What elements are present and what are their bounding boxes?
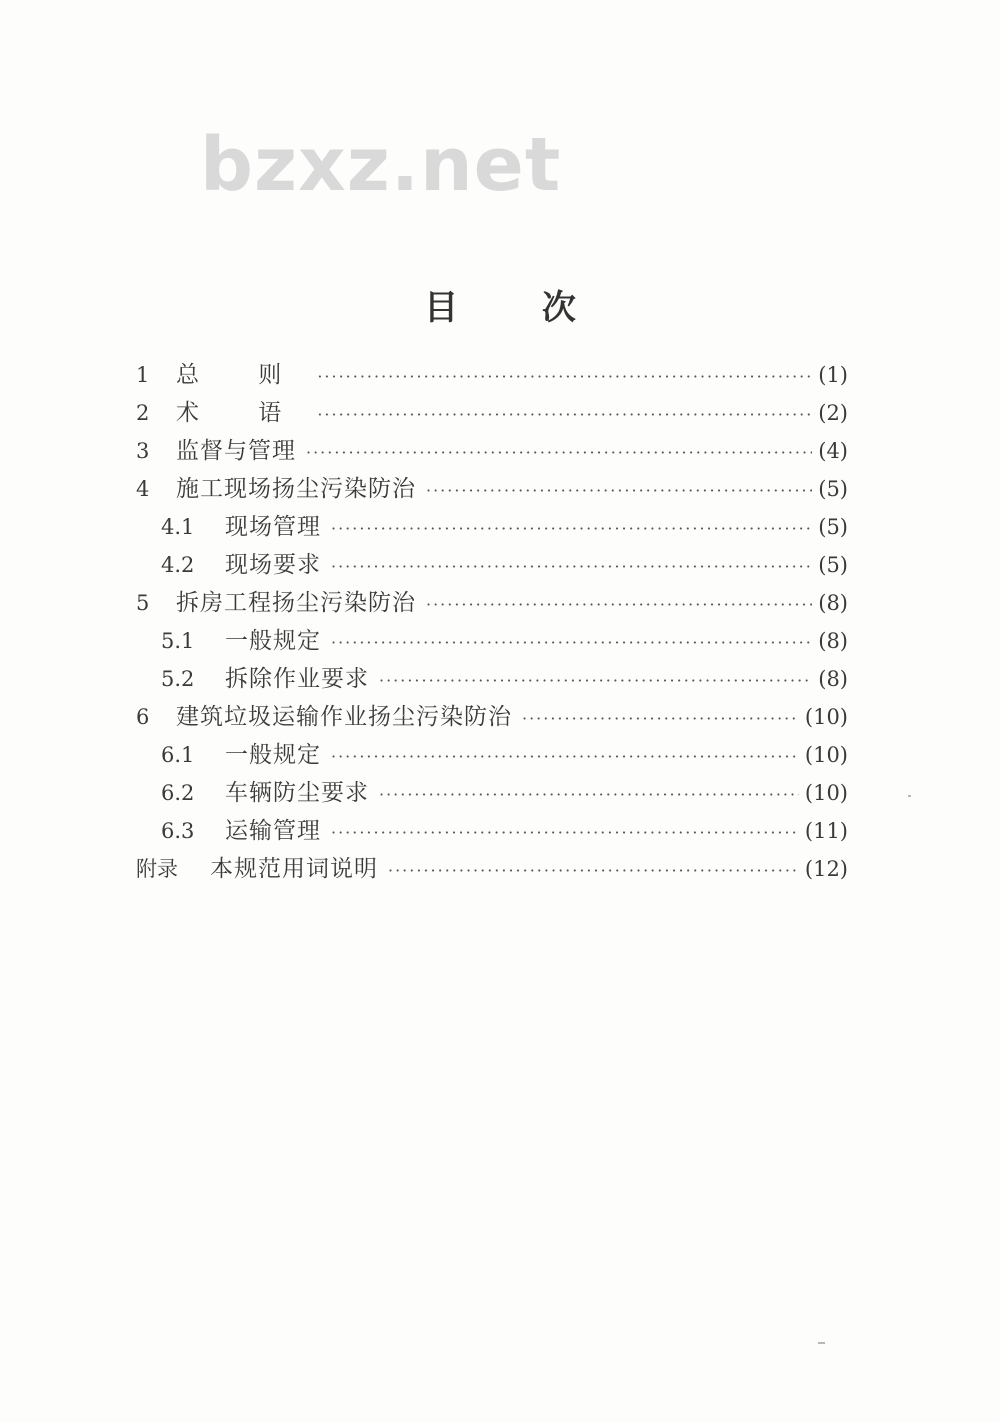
toc-number: 1 xyxy=(136,363,150,387)
toc-page: (8) xyxy=(818,667,848,691)
toc-leader xyxy=(426,472,812,510)
toc-number: 2 xyxy=(136,401,150,425)
toc-entry[interactable] xyxy=(136,584,848,622)
toc-number: 5.1 xyxy=(161,629,195,653)
toc-page: (12) xyxy=(804,857,848,881)
toc-page: (10) xyxy=(804,743,848,767)
toc-leader xyxy=(331,548,812,586)
toc-number: 4.1 xyxy=(161,515,195,539)
toc-number: 6.2 xyxy=(161,781,195,805)
toc-number: 4.2 xyxy=(161,553,195,577)
watermark: bzxz.net xyxy=(200,122,562,208)
toc-label: 一般规定 xyxy=(225,742,321,768)
toc-page: (10) xyxy=(804,781,848,805)
toc-label: 拆房工程扬尘污染防治 xyxy=(176,590,416,616)
toc-page: (4) xyxy=(818,439,848,463)
toc-subentry[interactable] xyxy=(136,546,848,584)
toc-leader xyxy=(522,700,799,738)
toc-number: 4 xyxy=(136,477,150,501)
toc-leader xyxy=(331,624,812,662)
toc-label: 现场要求 xyxy=(225,552,321,578)
toc-leader xyxy=(317,396,812,434)
toc-subentry[interactable] xyxy=(136,736,848,774)
toc-label: 现场管理 xyxy=(225,514,321,540)
toc-label: 施工现场扬尘污染防治 xyxy=(176,476,416,502)
toc-label: 本规范用词说明 xyxy=(210,856,378,882)
toc-entry[interactable] xyxy=(136,698,848,736)
toc-number: 6.1 xyxy=(161,743,195,767)
toc-number: 5.2 xyxy=(161,667,195,691)
toc-subentry[interactable] xyxy=(136,660,848,698)
page-title: 目 次 xyxy=(424,288,612,328)
toc-leader xyxy=(331,510,812,548)
toc-label: 建筑垃圾运输作业扬尘污染防治 xyxy=(176,704,512,730)
toc-leader xyxy=(306,434,812,472)
toc-label: 总 则 xyxy=(176,362,308,388)
toc-label: 监督与管理 xyxy=(176,438,296,464)
toc-number: 5 xyxy=(136,591,150,615)
toc-subentry[interactable] xyxy=(136,812,848,850)
toc-label: 术 语 xyxy=(176,400,308,426)
toc-leader xyxy=(331,814,799,852)
toc-page: (8) xyxy=(818,591,848,615)
toc-entry[interactable] xyxy=(136,356,848,394)
toc-leader xyxy=(379,776,799,814)
toc-number: 3 xyxy=(136,439,150,463)
toc-subentry[interactable] xyxy=(136,774,848,812)
toc-page: (2) xyxy=(818,401,848,425)
toc-page: (11) xyxy=(804,819,848,843)
toc-page: (10) xyxy=(804,705,848,729)
toc-leader xyxy=(317,358,812,396)
toc-subentry[interactable] xyxy=(136,508,848,546)
scan-speck xyxy=(908,795,911,797)
toc-page: (5) xyxy=(818,515,848,539)
toc-page: (1) xyxy=(818,363,848,387)
scan-speck xyxy=(818,1342,825,1344)
toc-number: 6.3 xyxy=(161,819,195,843)
toc-leader xyxy=(388,852,799,890)
table-of-contents xyxy=(136,356,848,888)
toc-label: 车辆防尘要求 xyxy=(225,780,369,806)
toc-entry[interactable] xyxy=(136,432,848,470)
toc-entry[interactable] xyxy=(136,470,848,508)
toc-page: (5) xyxy=(818,477,848,501)
toc-label: 拆除作业要求 xyxy=(225,666,369,692)
toc-label: 一般规定 xyxy=(225,628,321,654)
toc-number: 6 xyxy=(136,705,150,729)
toc-leader xyxy=(331,738,799,776)
toc-entry[interactable] xyxy=(136,394,848,432)
toc-entry[interactable] xyxy=(136,850,848,888)
toc-page: (5) xyxy=(818,553,848,577)
toc-page: (8) xyxy=(818,629,848,653)
toc-leader xyxy=(379,662,812,700)
toc-leader xyxy=(426,586,812,624)
toc-label: 运输管理 xyxy=(225,818,321,844)
toc-number: 附录 xyxy=(136,857,178,881)
toc-subentry[interactable] xyxy=(136,622,848,660)
